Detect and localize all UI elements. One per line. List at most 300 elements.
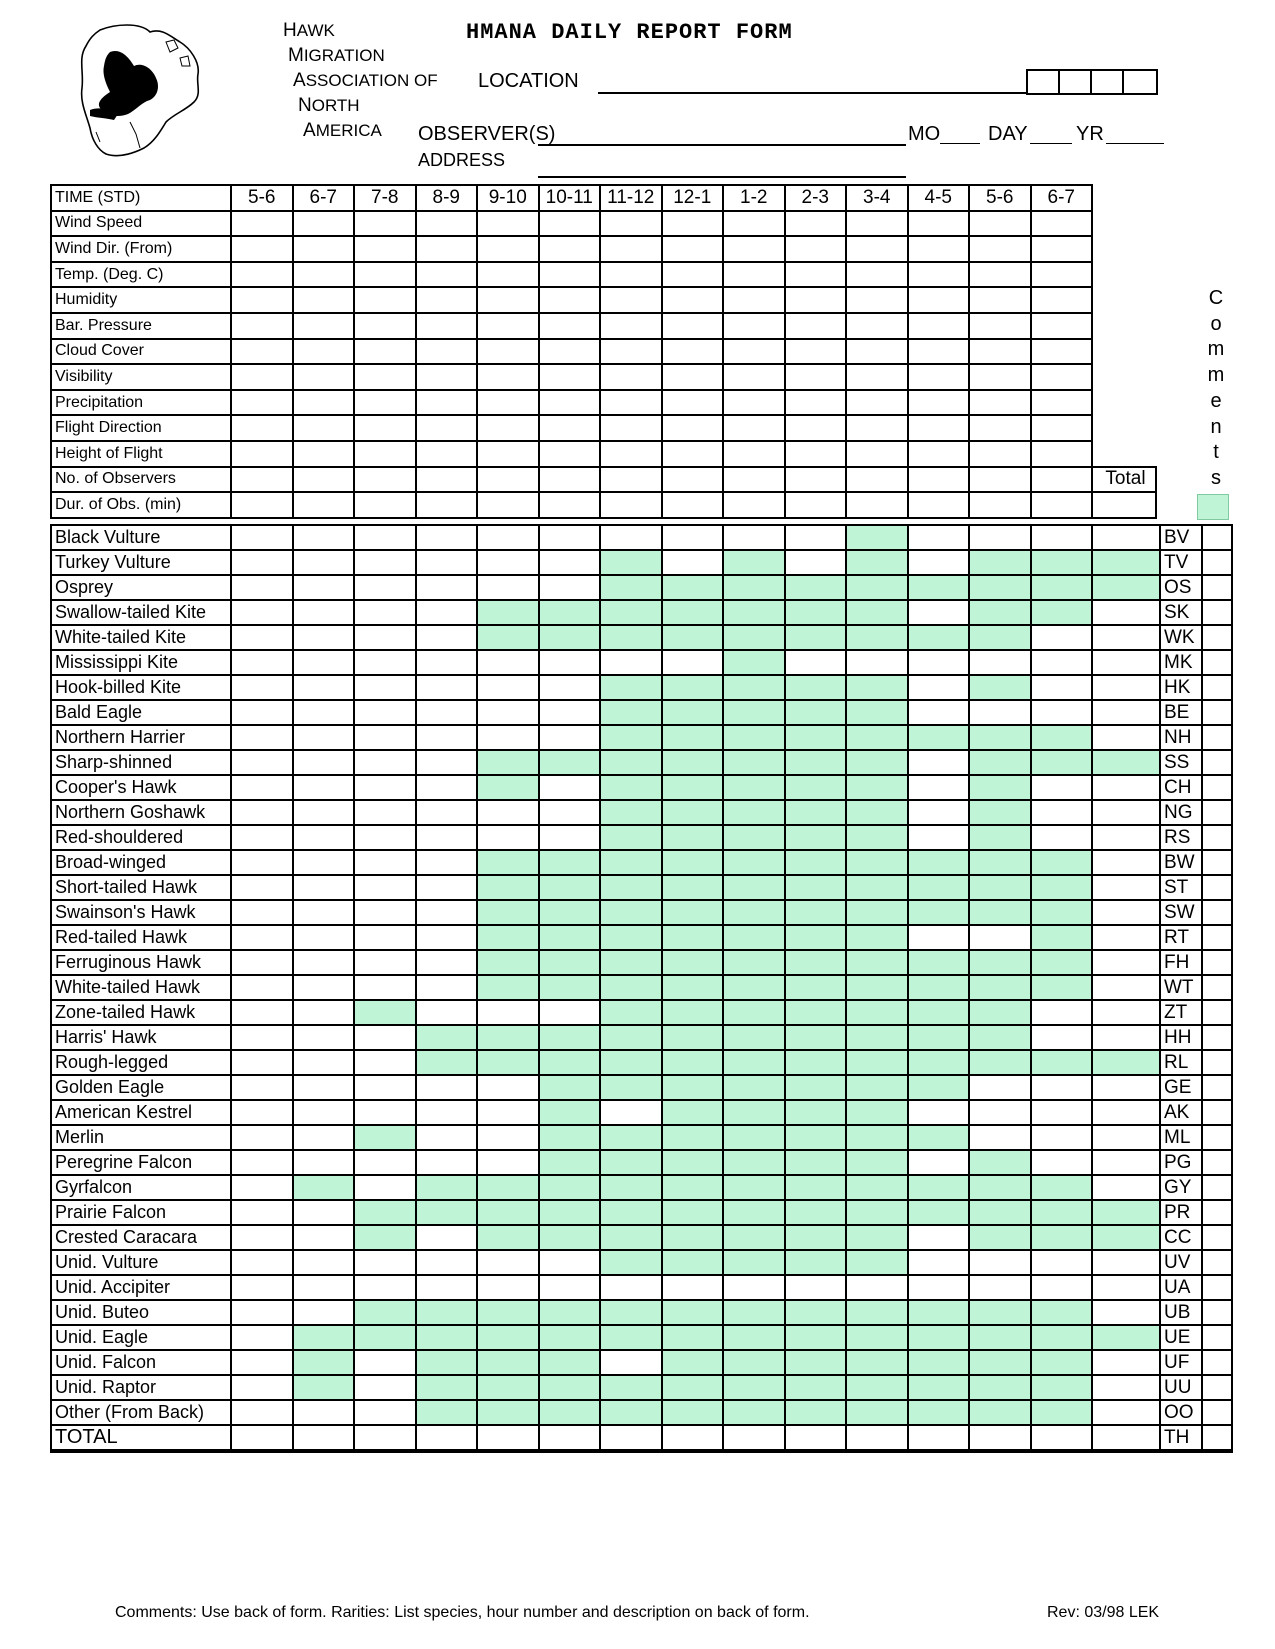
weather-cell[interactable] <box>539 313 601 339</box>
species-total-cell[interactable] <box>1092 1025 1160 1050</box>
species-count-cell[interactable] <box>908 900 970 925</box>
day-field[interactable] <box>1030 143 1072 144</box>
species-total-cell[interactable] <box>1092 950 1160 975</box>
species-count-cell[interactable] <box>723 725 785 750</box>
species-count-cell[interactable] <box>600 600 662 625</box>
species-count-cell[interactable] <box>969 1000 1031 1025</box>
weather-cell[interactable] <box>785 287 847 313</box>
species-total-cell[interactable] <box>1092 600 1160 625</box>
species-count-cell[interactable] <box>723 775 785 800</box>
species-count-cell[interactable] <box>1031 1300 1093 1325</box>
species-count-cell[interactable] <box>846 550 908 575</box>
weather-cell[interactable] <box>662 287 724 313</box>
species-count-cell[interactable] <box>293 725 355 750</box>
species-count-cell[interactable] <box>1031 1375 1093 1400</box>
weather-cell[interactable] <box>969 313 1031 339</box>
species-count-cell[interactable] <box>231 825 293 850</box>
species-count-cell[interactable] <box>723 1000 785 1025</box>
species-count-cell[interactable] <box>662 525 724 550</box>
species-count-cell[interactable] <box>785 1150 847 1175</box>
weather-cell[interactable] <box>846 236 908 262</box>
species-count-cell[interactable] <box>908 1250 970 1275</box>
weather-cell[interactable] <box>354 441 416 467</box>
comment-cell[interactable] <box>1202 525 1232 550</box>
species-count-cell[interactable] <box>662 1350 724 1375</box>
species-count-cell[interactable] <box>846 675 908 700</box>
species-count-cell[interactable] <box>600 775 662 800</box>
species-count-cell[interactable] <box>846 1050 908 1075</box>
species-count-cell[interactable] <box>477 1025 539 1050</box>
species-count-cell[interactable] <box>969 1225 1031 1250</box>
weather-cell[interactable] <box>477 467 539 493</box>
species-count-cell[interactable] <box>785 525 847 550</box>
weather-cell[interactable] <box>662 236 724 262</box>
weather-cell[interactable] <box>354 492 416 518</box>
species-count-cell[interactable] <box>723 1300 785 1325</box>
species-count-cell[interactable] <box>785 1200 847 1225</box>
weather-cell[interactable] <box>723 287 785 313</box>
species-count-cell[interactable] <box>969 600 1031 625</box>
species-count-cell[interactable] <box>539 1350 601 1375</box>
species-count-cell[interactable] <box>785 1175 847 1200</box>
species-count-cell[interactable] <box>723 1150 785 1175</box>
species-count-cell[interactable] <box>354 800 416 825</box>
weather-cell[interactable] <box>723 364 785 390</box>
species-count-cell[interactable] <box>908 1025 970 1050</box>
comment-cell[interactable] <box>1202 950 1232 975</box>
species-count-cell[interactable] <box>600 1050 662 1075</box>
comment-cell[interactable] <box>1202 1425 1232 1451</box>
species-count-cell[interactable] <box>908 875 970 900</box>
species-count-cell[interactable] <box>908 1225 970 1250</box>
species-count-cell[interactable] <box>477 550 539 575</box>
weather-cell[interactable] <box>723 313 785 339</box>
species-count-cell[interactable] <box>1031 1050 1093 1075</box>
weather-cell[interactable] <box>354 415 416 441</box>
species-count-cell[interactable] <box>969 1425 1031 1451</box>
species-count-cell[interactable] <box>477 1350 539 1375</box>
species-count-cell[interactable] <box>785 875 847 900</box>
species-count-cell[interactable] <box>662 1025 724 1050</box>
species-count-cell[interactable] <box>293 525 355 550</box>
weather-cell[interactable] <box>231 313 293 339</box>
species-count-cell[interactable] <box>662 1250 724 1275</box>
species-count-cell[interactable] <box>723 1350 785 1375</box>
weather-cell[interactable] <box>846 390 908 416</box>
weather-cell[interactable] <box>723 492 785 518</box>
species-count-cell[interactable] <box>416 675 478 700</box>
weather-cell[interactable] <box>846 287 908 313</box>
species-total-cell[interactable] <box>1092 1150 1160 1175</box>
species-count-cell[interactable] <box>723 950 785 975</box>
species-count-cell[interactable] <box>1031 1150 1093 1175</box>
species-count-cell[interactable] <box>969 1125 1031 1150</box>
species-count-cell[interactable] <box>293 925 355 950</box>
species-count-cell[interactable] <box>231 600 293 625</box>
species-count-cell[interactable] <box>354 900 416 925</box>
weather-cell[interactable] <box>600 262 662 288</box>
species-count-cell[interactable] <box>785 675 847 700</box>
species-count-cell[interactable] <box>846 725 908 750</box>
species-count-cell[interactable] <box>785 925 847 950</box>
species-count-cell[interactable] <box>539 1225 601 1250</box>
species-count-cell[interactable] <box>354 1175 416 1200</box>
species-count-cell[interactable] <box>600 800 662 825</box>
species-count-cell[interactable] <box>293 650 355 675</box>
species-count-cell[interactable] <box>969 900 1031 925</box>
species-count-cell[interactable] <box>231 775 293 800</box>
weather-cell[interactable] <box>231 287 293 313</box>
species-count-cell[interactable] <box>969 1250 1031 1275</box>
species-count-cell[interactable] <box>662 775 724 800</box>
comment-cell[interactable] <box>1202 1175 1232 1200</box>
species-count-cell[interactable] <box>662 850 724 875</box>
species-count-cell[interactable] <box>723 800 785 825</box>
species-count-cell[interactable] <box>908 1350 970 1375</box>
species-count-cell[interactable] <box>846 1150 908 1175</box>
species-count-cell[interactable] <box>969 1400 1031 1425</box>
weather-cell[interactable] <box>908 492 970 518</box>
species-count-cell[interactable] <box>231 800 293 825</box>
species-count-cell[interactable] <box>723 1400 785 1425</box>
weather-cell[interactable] <box>231 211 293 237</box>
species-count-cell[interactable] <box>600 1075 662 1100</box>
species-count-cell[interactable] <box>785 750 847 775</box>
species-count-cell[interactable] <box>539 1175 601 1200</box>
comment-cell[interactable] <box>1202 1000 1232 1025</box>
weather-cell[interactable] <box>354 262 416 288</box>
species-count-cell[interactable] <box>662 1100 724 1125</box>
species-count-cell[interactable] <box>1031 625 1093 650</box>
species-count-cell[interactable] <box>908 975 970 1000</box>
species-count-cell[interactable] <box>785 800 847 825</box>
species-count-cell[interactable] <box>600 900 662 925</box>
species-count-cell[interactable] <box>846 750 908 775</box>
species-count-cell[interactable] <box>231 1100 293 1125</box>
species-count-cell[interactable] <box>600 1275 662 1300</box>
species-count-cell[interactable] <box>662 925 724 950</box>
weather-cell[interactable] <box>723 441 785 467</box>
species-count-cell[interactable] <box>293 1050 355 1075</box>
species-count-cell[interactable] <box>846 1350 908 1375</box>
species-count-cell[interactable] <box>662 1075 724 1100</box>
species-count-cell[interactable] <box>908 700 970 725</box>
species-count-cell[interactable] <box>231 925 293 950</box>
species-total-cell[interactable] <box>1092 750 1160 775</box>
species-count-cell[interactable] <box>477 600 539 625</box>
month-field[interactable] <box>940 143 980 144</box>
species-count-cell[interactable] <box>293 1225 355 1250</box>
species-count-cell[interactable] <box>477 1100 539 1125</box>
species-count-cell[interactable] <box>662 1125 724 1150</box>
species-count-cell[interactable] <box>785 650 847 675</box>
species-count-cell[interactable] <box>293 1200 355 1225</box>
address-field[interactable] <box>538 176 906 178</box>
species-count-cell[interactable] <box>785 1300 847 1325</box>
species-count-cell[interactable] <box>354 1325 416 1350</box>
species-count-cell[interactable] <box>293 875 355 900</box>
comment-cell[interactable] <box>1202 750 1232 775</box>
comment-cell[interactable] <box>1202 1125 1232 1150</box>
species-count-cell[interactable] <box>908 675 970 700</box>
species-count-cell[interactable] <box>354 700 416 725</box>
weather-cell[interactable] <box>477 364 539 390</box>
species-count-cell[interactable] <box>293 1350 355 1375</box>
weather-cell[interactable] <box>477 313 539 339</box>
species-count-cell[interactable] <box>354 975 416 1000</box>
species-count-cell[interactable] <box>846 1200 908 1225</box>
species-count-cell[interactable] <box>416 825 478 850</box>
species-count-cell[interactable] <box>723 1175 785 1200</box>
species-count-cell[interactable] <box>354 1375 416 1400</box>
species-count-cell[interactable] <box>662 900 724 925</box>
species-count-cell[interactable] <box>354 825 416 850</box>
species-count-cell[interactable] <box>908 650 970 675</box>
species-count-cell[interactable] <box>600 725 662 750</box>
weather-cell[interactable] <box>969 262 1031 288</box>
species-count-cell[interactable] <box>1031 525 1093 550</box>
species-count-cell[interactable] <box>354 1250 416 1275</box>
species-count-cell[interactable] <box>477 725 539 750</box>
species-count-cell[interactable] <box>416 1400 478 1425</box>
weather-cell[interactable] <box>969 211 1031 237</box>
species-count-cell[interactable] <box>231 1325 293 1350</box>
species-count-cell[interactable] <box>293 1300 355 1325</box>
species-count-cell[interactable] <box>539 575 601 600</box>
species-count-cell[interactable] <box>785 950 847 975</box>
species-count-cell[interactable] <box>231 1425 293 1451</box>
weather-cell[interactable] <box>416 415 478 441</box>
weather-cell[interactable] <box>293 364 355 390</box>
species-count-cell[interactable] <box>416 1425 478 1451</box>
species-count-cell[interactable] <box>1031 1075 1093 1100</box>
species-count-cell[interactable] <box>293 1100 355 1125</box>
species-count-cell[interactable] <box>785 1400 847 1425</box>
weather-cell[interactable] <box>416 441 478 467</box>
species-count-cell[interactable] <box>662 1050 724 1075</box>
weather-cell[interactable] <box>846 339 908 365</box>
weather-cell[interactable] <box>969 467 1031 493</box>
species-count-cell[interactable] <box>846 1250 908 1275</box>
species-count-cell[interactable] <box>600 1250 662 1275</box>
comment-cell[interactable] <box>1202 550 1232 575</box>
species-count-cell[interactable] <box>846 1300 908 1325</box>
species-count-cell[interactable] <box>600 1350 662 1375</box>
species-count-cell[interactable] <box>477 775 539 800</box>
species-count-cell[interactable] <box>723 825 785 850</box>
weather-cell[interactable] <box>846 211 908 237</box>
species-count-cell[interactable] <box>293 1250 355 1275</box>
species-count-cell[interactable] <box>1031 1225 1093 1250</box>
species-count-cell[interactable] <box>539 1400 601 1425</box>
species-count-cell[interactable] <box>477 800 539 825</box>
species-count-cell[interactable] <box>477 925 539 950</box>
weather-cell[interactable] <box>539 287 601 313</box>
weather-cell[interactable] <box>1031 364 1093 390</box>
species-count-cell[interactable] <box>416 1325 478 1350</box>
comment-cell[interactable] <box>1202 850 1232 875</box>
species-count-cell[interactable] <box>600 625 662 650</box>
species-count-cell[interactable] <box>293 600 355 625</box>
species-count-cell[interactable] <box>539 1300 601 1325</box>
species-count-cell[interactable] <box>1031 1425 1093 1451</box>
species-count-cell[interactable] <box>231 900 293 925</box>
year-field[interactable] <box>1106 143 1164 144</box>
species-count-cell[interactable] <box>600 525 662 550</box>
species-count-cell[interactable] <box>846 700 908 725</box>
species-count-cell[interactable] <box>231 1375 293 1400</box>
species-count-cell[interactable] <box>662 650 724 675</box>
species-count-cell[interactable] <box>293 550 355 575</box>
species-count-cell[interactable] <box>846 575 908 600</box>
species-count-cell[interactable] <box>231 975 293 1000</box>
species-count-cell[interactable] <box>293 1400 355 1425</box>
weather-cell[interactable] <box>908 390 970 416</box>
species-count-cell[interactable] <box>354 775 416 800</box>
species-count-cell[interactable] <box>539 950 601 975</box>
species-count-cell[interactable] <box>293 1275 355 1300</box>
species-count-cell[interactable] <box>723 1225 785 1250</box>
species-count-cell[interactable] <box>662 750 724 775</box>
species-count-cell[interactable] <box>785 1275 847 1300</box>
weather-cell[interactable] <box>293 262 355 288</box>
comment-cell[interactable] <box>1202 1300 1232 1325</box>
species-count-cell[interactable] <box>1031 600 1093 625</box>
weather-cell[interactable] <box>354 364 416 390</box>
weather-cell[interactable] <box>908 236 970 262</box>
weather-cell[interactable] <box>416 262 478 288</box>
species-total-cell[interactable] <box>1092 825 1160 850</box>
species-count-cell[interactable] <box>477 875 539 900</box>
species-count-cell[interactable] <box>539 650 601 675</box>
species-count-cell[interactable] <box>416 850 478 875</box>
species-count-cell[interactable] <box>846 650 908 675</box>
species-count-cell[interactable] <box>354 875 416 900</box>
species-count-cell[interactable] <box>969 850 1031 875</box>
weather-cell[interactable] <box>477 441 539 467</box>
species-count-cell[interactable] <box>846 625 908 650</box>
weather-cell[interactable] <box>908 364 970 390</box>
species-count-cell[interactable] <box>600 825 662 850</box>
weather-cell[interactable] <box>231 415 293 441</box>
comment-cell[interactable] <box>1202 1075 1232 1100</box>
species-count-cell[interactable] <box>908 575 970 600</box>
species-count-cell[interactable] <box>785 1100 847 1125</box>
species-count-cell[interactable] <box>477 1225 539 1250</box>
weather-cell[interactable] <box>293 492 355 518</box>
species-count-cell[interactable] <box>600 1200 662 1225</box>
species-total-cell[interactable] <box>1092 925 1160 950</box>
species-count-cell[interactable] <box>539 900 601 925</box>
species-count-cell[interactable] <box>354 1075 416 1100</box>
species-count-cell[interactable] <box>908 850 970 875</box>
species-count-cell[interactable] <box>416 1300 478 1325</box>
weather-cell[interactable] <box>785 364 847 390</box>
species-count-cell[interactable] <box>723 975 785 1000</box>
species-count-cell[interactable] <box>1031 925 1093 950</box>
species-total-cell[interactable] <box>1092 675 1160 700</box>
species-count-cell[interactable] <box>600 575 662 600</box>
weather-cell[interactable] <box>846 262 908 288</box>
species-count-cell[interactable] <box>1031 1025 1093 1050</box>
comment-cell[interactable] <box>1202 650 1232 675</box>
species-count-cell[interactable] <box>723 1275 785 1300</box>
species-count-cell[interactable] <box>231 1050 293 1075</box>
weather-cell[interactable] <box>1031 236 1093 262</box>
species-count-cell[interactable] <box>477 1275 539 1300</box>
species-count-cell[interactable] <box>539 625 601 650</box>
species-count-cell[interactable] <box>723 925 785 950</box>
species-count-cell[interactable] <box>846 1275 908 1300</box>
species-count-cell[interactable] <box>785 900 847 925</box>
species-count-cell[interactable] <box>600 1375 662 1400</box>
weather-cell[interactable] <box>477 262 539 288</box>
species-total-cell[interactable] <box>1092 775 1160 800</box>
species-count-cell[interactable] <box>539 675 601 700</box>
species-count-cell[interactable] <box>600 875 662 900</box>
species-count-cell[interactable] <box>723 850 785 875</box>
species-count-cell[interactable] <box>846 775 908 800</box>
species-count-cell[interactable] <box>539 1050 601 1075</box>
species-count-cell[interactable] <box>354 925 416 950</box>
weather-cell[interactable] <box>600 415 662 441</box>
species-count-cell[interactable] <box>846 825 908 850</box>
species-count-cell[interactable] <box>477 950 539 975</box>
species-count-cell[interactable] <box>846 1400 908 1425</box>
species-count-cell[interactable] <box>539 775 601 800</box>
species-count-cell[interactable] <box>539 1375 601 1400</box>
species-count-cell[interactable] <box>293 1425 355 1451</box>
species-count-cell[interactable] <box>662 1275 724 1300</box>
weather-cell[interactable] <box>662 313 724 339</box>
species-count-cell[interactable] <box>846 1325 908 1350</box>
species-count-cell[interactable] <box>662 1175 724 1200</box>
species-count-cell[interactable] <box>293 625 355 650</box>
weather-cell[interactable] <box>416 313 478 339</box>
species-count-cell[interactable] <box>600 925 662 950</box>
species-total-cell[interactable] <box>1092 1375 1160 1400</box>
species-count-cell[interactable] <box>477 1425 539 1451</box>
species-count-cell[interactable] <box>231 1275 293 1300</box>
weather-cell[interactable] <box>785 492 847 518</box>
species-count-cell[interactable] <box>354 625 416 650</box>
species-count-cell[interactable] <box>354 600 416 625</box>
species-count-cell[interactable] <box>477 750 539 775</box>
species-count-cell[interactable] <box>416 750 478 775</box>
species-count-cell[interactable] <box>477 1250 539 1275</box>
species-count-cell[interactable] <box>231 675 293 700</box>
weather-cell[interactable] <box>662 492 724 518</box>
species-count-cell[interactable] <box>354 1425 416 1451</box>
species-count-cell[interactable] <box>662 875 724 900</box>
species-count-cell[interactable] <box>600 550 662 575</box>
weather-cell[interactable] <box>293 211 355 237</box>
species-count-cell[interactable] <box>785 775 847 800</box>
weather-cell[interactable] <box>662 339 724 365</box>
weather-cell[interactable] <box>600 236 662 262</box>
weather-cell[interactable] <box>539 262 601 288</box>
species-total-cell[interactable] <box>1092 1325 1160 1350</box>
species-total-cell[interactable] <box>1092 975 1160 1000</box>
species-count-cell[interactable] <box>354 1100 416 1125</box>
species-count-cell[interactable] <box>293 1150 355 1175</box>
species-count-cell[interactable] <box>846 1225 908 1250</box>
species-count-cell[interactable] <box>785 1325 847 1350</box>
weather-cell[interactable] <box>477 339 539 365</box>
species-count-cell[interactable] <box>416 1225 478 1250</box>
weather-cell[interactable] <box>1031 390 1093 416</box>
species-count-cell[interactable] <box>539 1000 601 1025</box>
